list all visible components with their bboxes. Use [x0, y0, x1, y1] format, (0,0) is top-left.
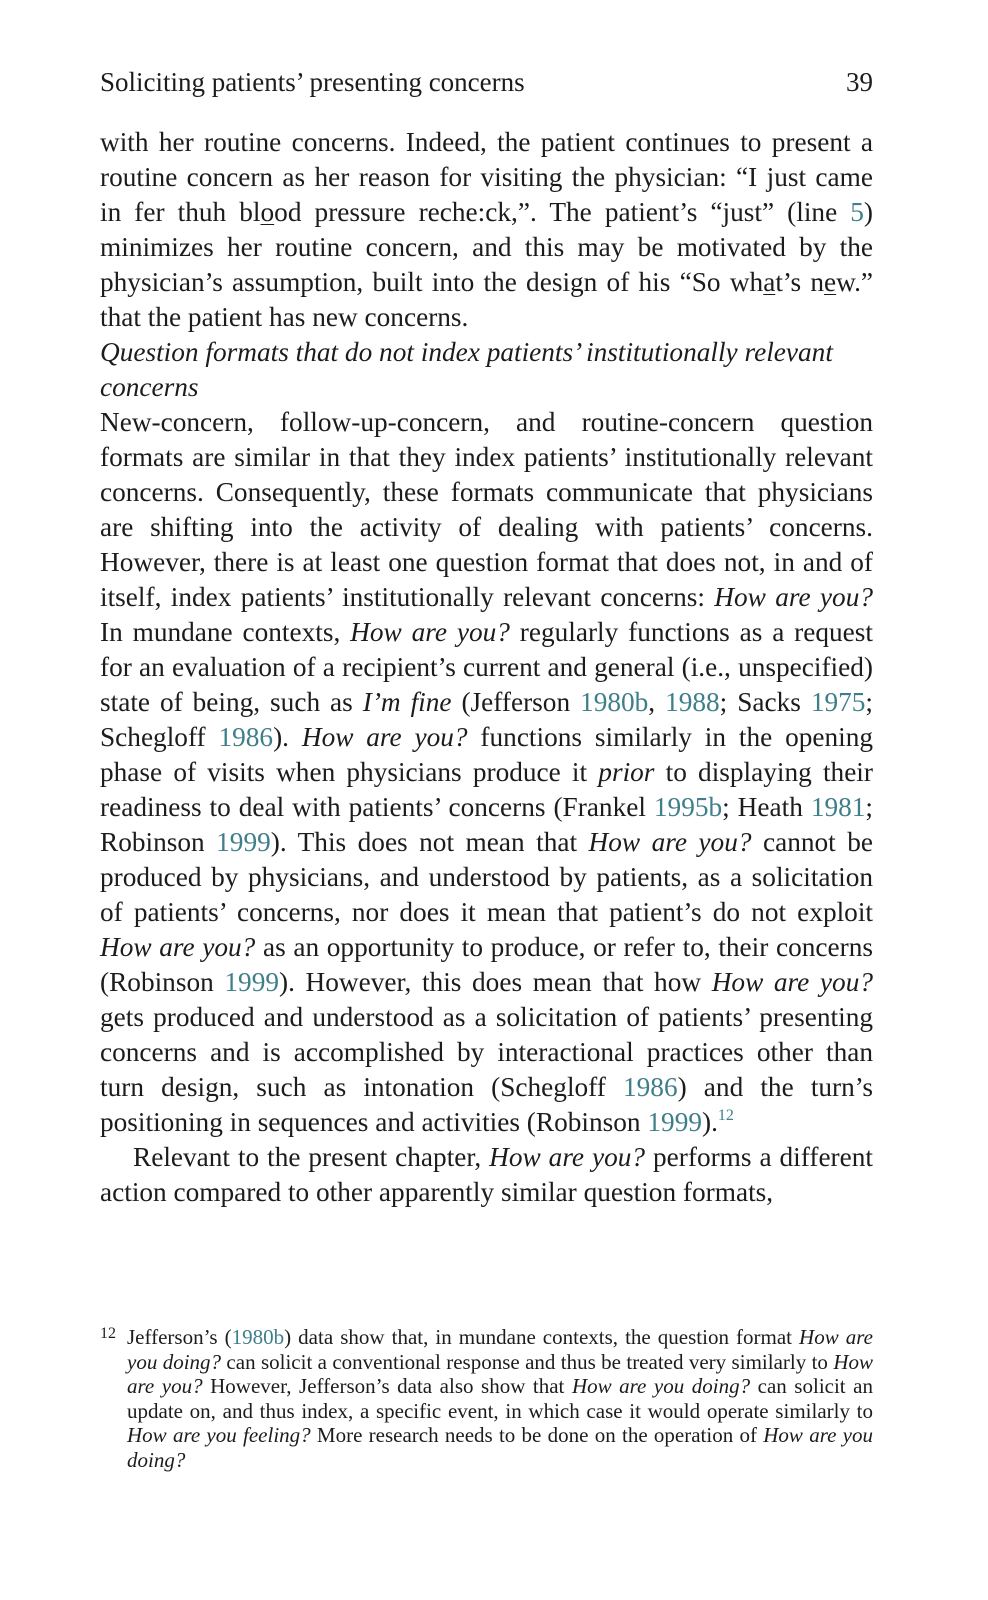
paragraph-2: New-concern, follow-up-concern, and routine-concern question formats are similar in that they index patients’ institutionally relevant concerns. Consequently, these formats communicate that physicians are shifting into the activity of dealing with patients’ concerns. However, there is at least one question format that does not, in and of itself, index patients’ institutionally relevant concerns: How are you? In mundane contexts, How are you? regularly functions as a request for an evaluation of a recipient’s current and general (i.e., unspecified) state of being, such as I’m fine (Jefferson 1980b, 1988; Sacks 1975; Schegloff 1986). How are you? functions similarly in the opening phase of visits when physicians produce it prior to displaying their readiness to deal with patients’ concerns (Frankel 1995b; Heath 1981; Robinson 1999). This does not mean that How are you? cannot be produced by physicians, and understood by patients, as a solicitation of patients’ concerns, nor does it mean that patient’s do not exploit How are you? as an opportunity to produce, or refer to, their concerns (Robinson 1999). However, this does mean that how How are you? gets produced and understood as a solicitation of patients’ presenting concerns and is accomplished by interactional practices other than turn design, such as intonation (Schegloff 1986) and the turn’s positioning in sequences and activities (Robinson 1999).$^{12}$	[100, 407, 874, 1137]
footnote	[100, 1325, 873, 1472]
citation-link[interactable]: 1995b	[653, 792, 723, 822]
footnote-number: 12	[100, 1325, 116, 1342]
body-text	[100, 125, 873, 1210]
citation-link[interactable]: 1980b	[580, 687, 649, 717]
underlined-letter: e	[824, 267, 837, 297]
citation-link[interactable]: 1981	[810, 792, 866, 822]
line-reference[interactable]: 5	[850, 197, 864, 227]
footnote-ref[interactable]: 12	[717, 1107, 734, 1124]
citation-link[interactable]: 1980b	[231, 1325, 285, 1349]
page-number: 39	[846, 67, 873, 97]
running-head	[100, 62, 873, 102]
running-head-title: Soliciting patients’ presenting concerns	[100, 67, 525, 97]
citation-link[interactable]: 1986	[218, 722, 274, 752]
citation-link[interactable]: 1975	[810, 687, 866, 717]
underlined-letter: o	[260, 197, 275, 227]
citation-link[interactable]: 1999	[647, 1107, 702, 1137]
paragraph-3: Relevant to the present chapter, How are you? performs a different action compared to other apparently similar question formats,	[100, 1142, 873, 1207]
citation-link[interactable]: 1999	[224, 967, 279, 997]
citation-link[interactable]: 1999	[216, 827, 271, 857]
citation-link[interactable]: 1988	[665, 687, 720, 717]
footnote-text: Jefferson’s (1980b) data show that, in mundane contexts, the question format How are you doing? can solicit a conventional response and thus be treated very similarly to How are you? However, Jefferson’s data also show that How are you doing? can solicit an update on, and thus index, a specific event, in which case it would operate similarly to How are you feeling? More research needs to be done on the operation of How are you doing?	[127, 1325, 874, 1472]
section-heading: Question formats that do not index patients’ institutionally relevant concerns	[100, 337, 833, 402]
citation-link[interactable]: 1986	[623, 1072, 678, 1102]
underlined-letter: a	[763, 267, 776, 297]
paragraph-1: with her routine concerns. Indeed, the patient continues to present a routine concern as her reason for visiting the physician: “I just came in fer thuh blood pressure reche:ck,”. The patient’s “just” (line 5) minimizes her routine concern, and this may be motivated by the physician’s assumption, built into the design of his “So what’s new.” that the patient has new concerns.	[100, 127, 874, 332]
